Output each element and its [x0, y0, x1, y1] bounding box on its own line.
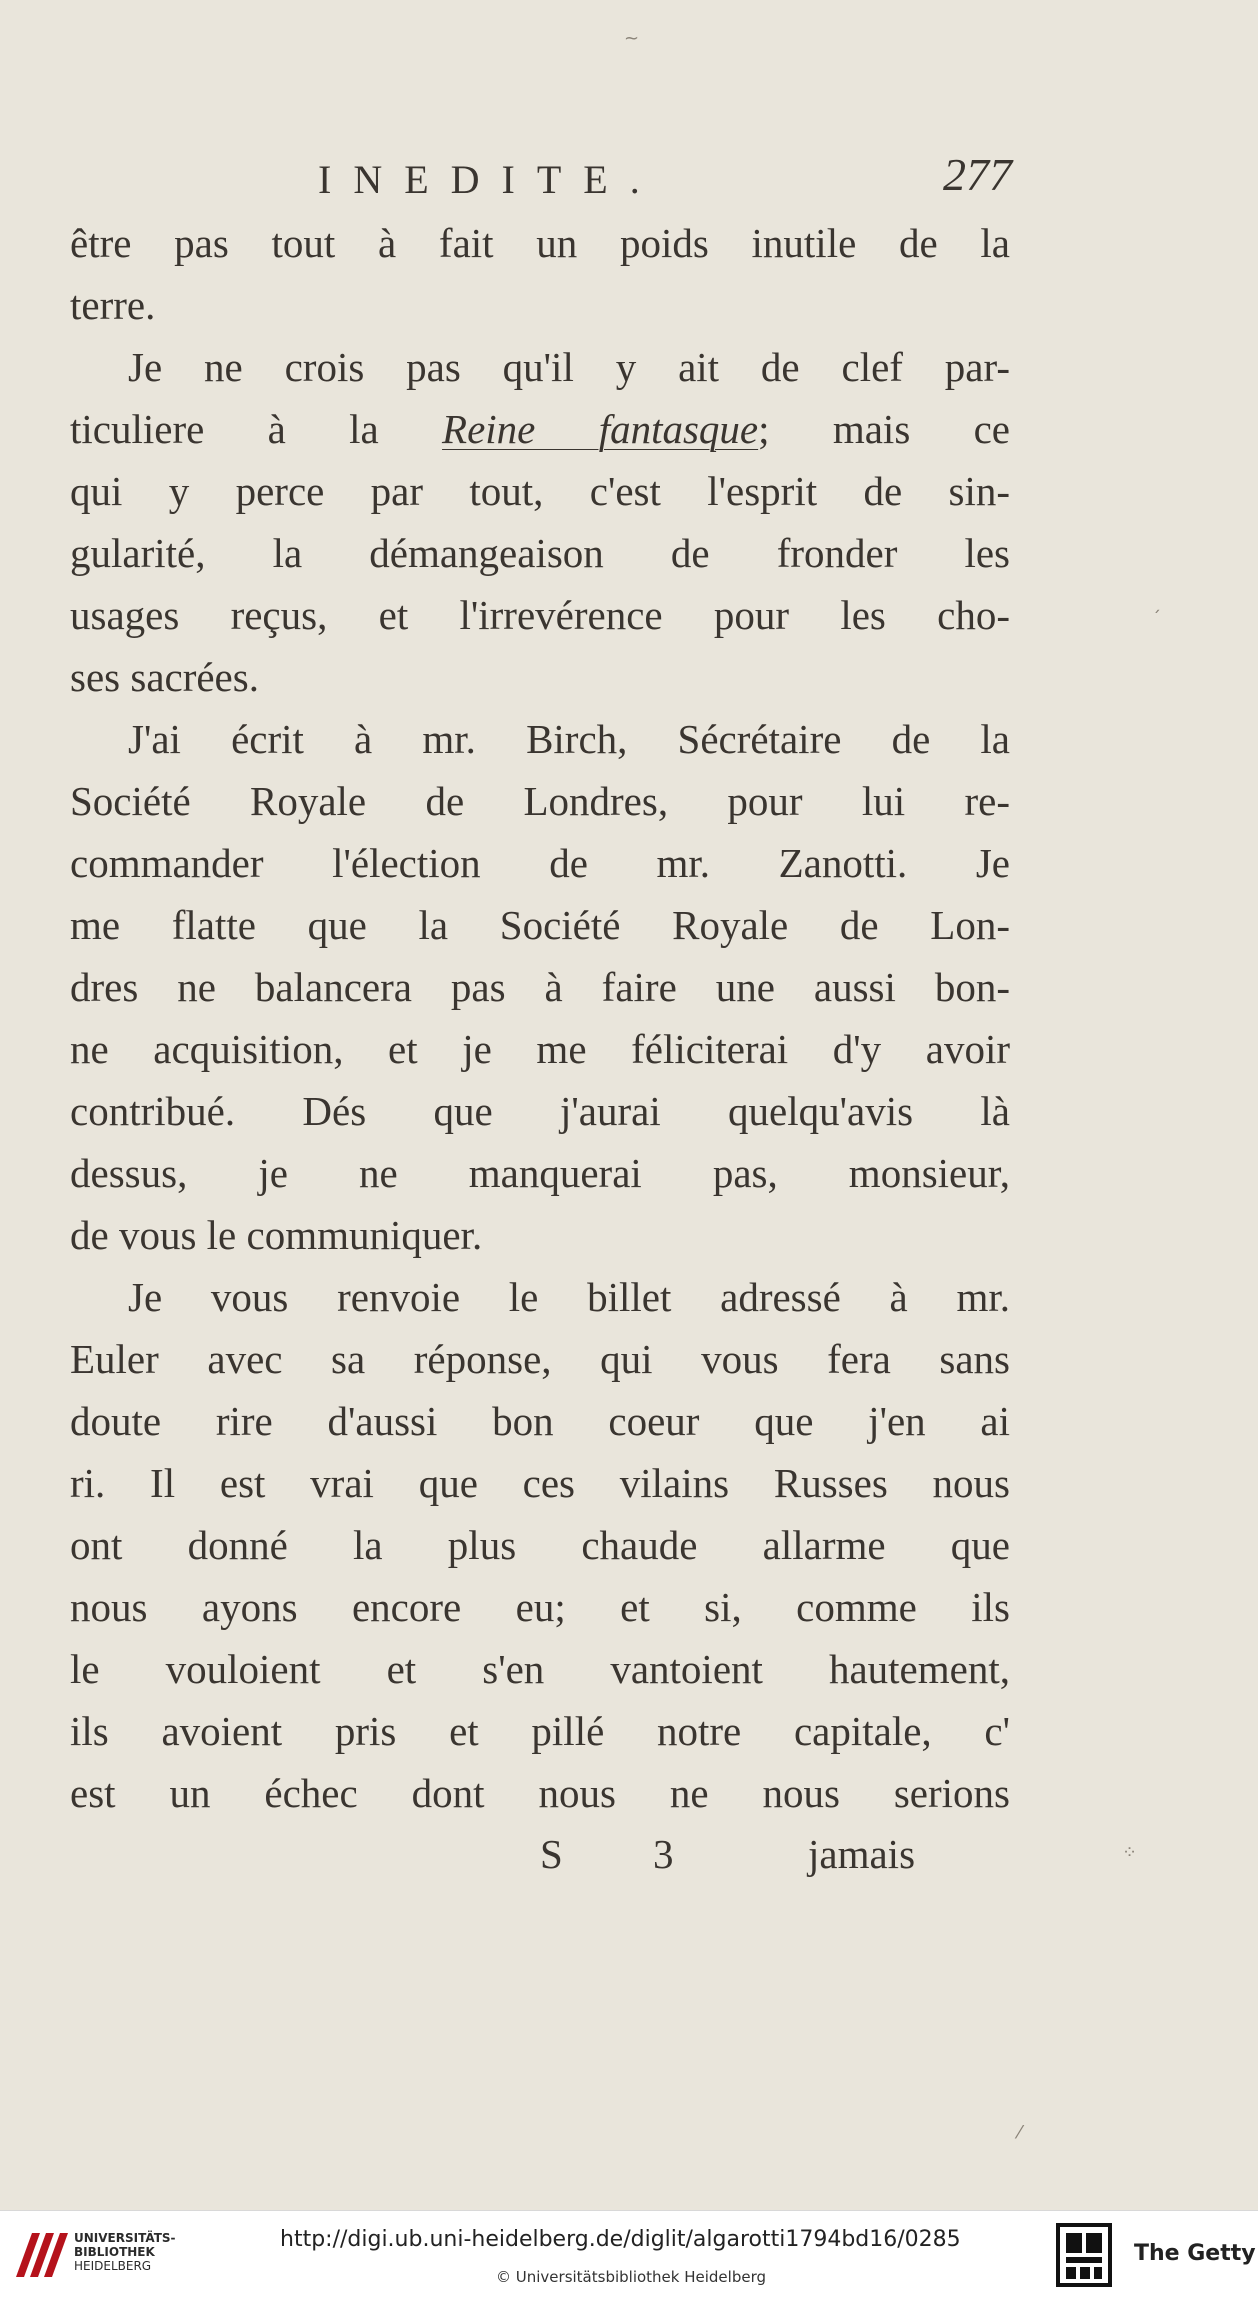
text-line: Je vous renvoie le billet adressé à mr.: [128, 1274, 1010, 1320]
text-line: terre.: [70, 282, 156, 328]
text-line-with-title: [70, 398, 1010, 460]
text-segment: ticuliere à la: [70, 406, 443, 452]
page-number: 277: [943, 149, 1012, 200]
digitization-footer: [0, 2210, 1258, 2298]
running-head-title: INEDITE.: [318, 157, 662, 202]
text-line: nous ayons encore eu; et si, comme ils: [70, 1584, 1010, 1630]
catchword: jamais: [808, 1831, 916, 1877]
text-line: contribué. Dés que j'aurai quelqu'avis là: [70, 1088, 1010, 1134]
book-title: Reine fantasque: [442, 406, 759, 452]
text-line: le vouloient et s'en vantoient hautement,: [70, 1646, 1010, 1692]
partner-name: The Getty: [1134, 2241, 1256, 2266]
text-line: ne acquisition, et je me féliciterai d'y avoir: [70, 1026, 1010, 1072]
signature-line: [0, 1830, 1258, 1890]
text-line: ri. Il est vrai que ces vilains Russes nous: [70, 1460, 1010, 1506]
library-name: [74, 2231, 176, 2273]
text-line: me flatte que la Société Royale de Lon-: [70, 902, 1010, 948]
text-line: gularité, la démangeaison de fronder les: [70, 530, 1010, 576]
library-name-line: UNIVERSITÄTS-: [74, 2231, 176, 2245]
text-line: commander l'élection de mr. Zanotti. Je: [70, 840, 1010, 886]
university-library-logo-icon: [12, 2225, 72, 2285]
text-line: qui y perce par tout, c'est l'esprit de sin-: [70, 468, 1010, 514]
paper-speck: ´: [1152, 608, 1161, 629]
text-line: de vous le communiquer.: [70, 1212, 483, 1258]
getty-logo-icon: [1056, 2223, 1112, 2287]
text-line: doute rire d'aussi bon coeur que j'en ai: [70, 1398, 1010, 1444]
text-line: est un échec dont nous ne nous serions: [70, 1770, 1010, 1816]
text-segment: ; mais ce: [758, 406, 1010, 452]
text-line: Société Royale de Londres, pour lui re-: [70, 778, 1010, 824]
paper-speck: ⁘: [1122, 1842, 1138, 1863]
body-text: [70, 212, 1010, 1824]
text-line: ses sacrées.: [70, 654, 259, 700]
text-line: Euler avec sa réponse, qui vous fera sans: [70, 1336, 1010, 1382]
paper-speck: ⁄: [1018, 2122, 1022, 2143]
text-line: être pas tout à fait un poids inutile de la: [70, 220, 1010, 266]
signature-mark: S 3: [540, 1831, 714, 1877]
text-line: J'ai écrit à mr. Birch, Sécrétaire de la: [128, 716, 1010, 762]
text-line: ils avoient pris et pillé notre capitale, c': [70, 1708, 1010, 1754]
text-line: Je ne crois pas qu'il y ait de clef par-: [128, 344, 1010, 390]
library-name-line: BIBLIOTHEK: [74, 2245, 155, 2259]
permalink-url[interactable]: http://digi.ub.uni-heidelberg.de/diglit/algarotti1794bd16/0285: [280, 2227, 961, 2252]
text-line: dres ne balancera pas à faire une aussi bon-: [70, 964, 1010, 1010]
text-line: dessus, je ne manquerai pas, monsieur,: [70, 1150, 1010, 1196]
paper-speck: ~: [624, 28, 640, 49]
text-line: ont donné la plus chaude allarme que: [70, 1522, 1010, 1568]
text-line: usages reçus, et l'irrevérence pour les cho-: [70, 592, 1010, 638]
library-name-line: HEIDELBERG: [74, 2259, 152, 2273]
running-head: [70, 148, 1012, 208]
copyright-notice: © Universitätsbibliothek Heidelberg: [496, 2268, 767, 2286]
